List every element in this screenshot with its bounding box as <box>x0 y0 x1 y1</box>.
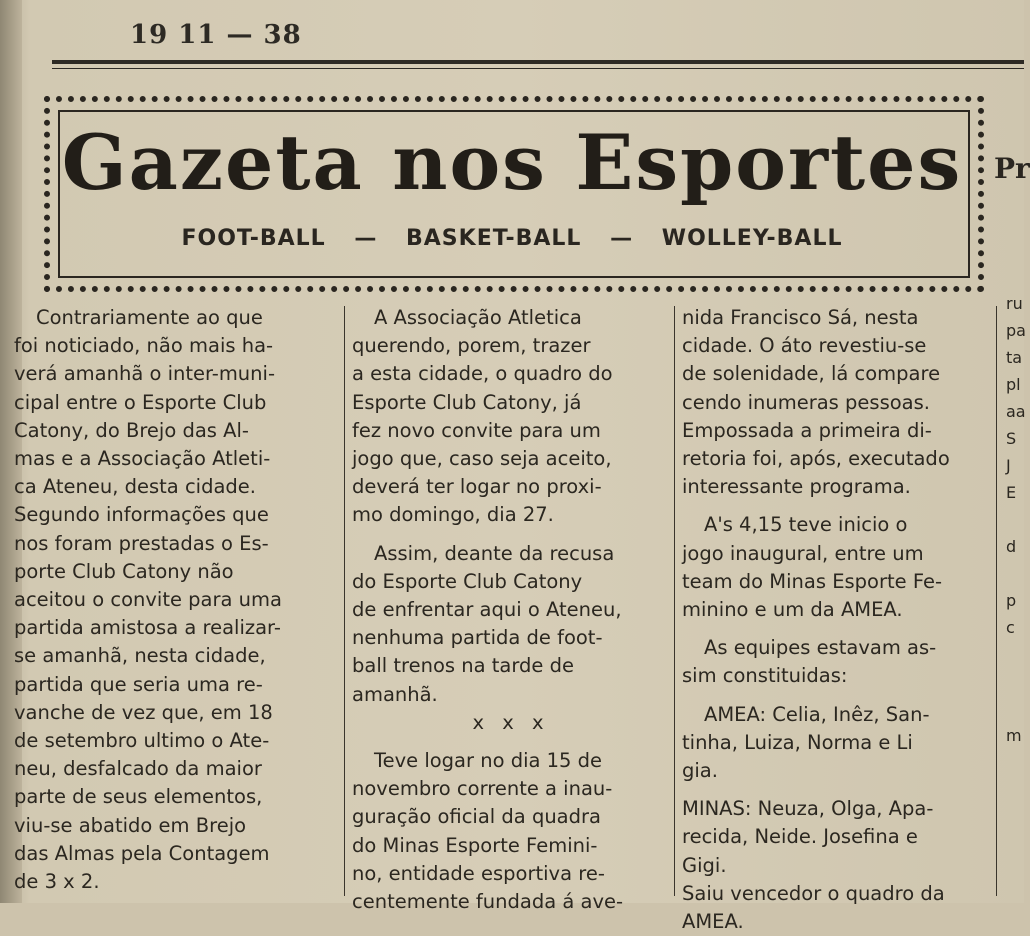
text-line: Catony, do Brejo das Al- <box>14 418 249 442</box>
paragraph-gap <box>682 624 998 634</box>
text-line: deverá ter logar no proxi- <box>352 475 602 499</box>
text-line: foi noticiado, não mais ha- <box>14 334 274 358</box>
text-line: nida Francisco Sá, nesta <box>682 306 919 329</box>
fragment-letter <box>1006 668 1026 695</box>
text-line: novembro corrente a inau- <box>352 777 613 801</box>
text-line: partida amistosa a realizar- <box>14 616 281 640</box>
text-line: mo domingo, dia 27. <box>352 503 554 527</box>
paragraph-gap <box>352 530 670 540</box>
adjacent-article-fragment: Pr <box>994 152 1030 185</box>
text-line: jogo inaugural, entre um <box>682 541 924 565</box>
fragment-letter: aa <box>1006 402 1026 421</box>
article-column-1 <box>14 304 336 896</box>
text-line: A Associação Atletica <box>374 306 582 329</box>
text-line: parte de seus elementos, <box>14 785 263 809</box>
sport-basketball: BASKET-BALL <box>406 226 582 251</box>
text-line: jogo que, caso seja aceito, <box>352 447 612 471</box>
section-separator: x x x <box>472 710 550 734</box>
text-line: cidade. O áto revestiu-se <box>682 334 927 358</box>
text-line: Gigi. <box>682 853 727 877</box>
text-line: Contrariamente ao que <box>36 306 263 329</box>
column-rule <box>344 306 345 896</box>
fragment-letter: pl <box>1006 375 1021 394</box>
text-line: AMEA: Celia, Inêz, San- <box>704 702 930 726</box>
fragment-letter: J <box>1006 456 1011 475</box>
header-rule-thin <box>52 68 1024 69</box>
sport-football: FOOT-BALL <box>181 226 326 251</box>
text-line: verá amanhã o inter-muni- <box>14 362 275 386</box>
fragment-letter: ru <box>1006 294 1023 313</box>
text-line: aceitou o convite para uma <box>14 588 282 612</box>
text-line: viu-se abatido em Brejo <box>14 813 247 837</box>
text-line: neu, desfalcado da maior <box>14 757 262 781</box>
text-line: do Minas Esporte Femini- <box>352 833 598 857</box>
text-line: centemente fundada á ave- <box>352 890 624 914</box>
text-line: se amanhã, nesta cidade, <box>14 644 266 668</box>
text-line: cendo inumeras pessoas. <box>682 390 930 414</box>
paragraph-gap <box>682 501 998 511</box>
fragment-letter <box>1006 695 1026 722</box>
text-line: no, entidade esportiva re- <box>352 861 605 885</box>
text-line: das Almas pela Contagem <box>14 841 270 865</box>
fragment-letter: m <box>1006 726 1022 745</box>
text-line: minino e um da AMEA. <box>682 598 903 622</box>
text-line: porte Club Catony não <box>14 559 234 583</box>
text-line: guração oficial da quadra <box>352 805 601 829</box>
text-line: Segundo informações que <box>14 503 269 527</box>
column-rule <box>674 306 675 896</box>
adjacent-column-fragment <box>1006 290 1026 749</box>
text-line: ball trenos na tarde de <box>352 654 574 678</box>
text-line: A's 4,15 teve inicio o <box>704 513 908 537</box>
text-line: Esporte Club Catony, já <box>352 390 582 414</box>
article-column-3 <box>682 304 998 936</box>
text-line: do Esporte Club Catony <box>352 569 583 593</box>
fragment-letter: pa <box>1006 321 1026 340</box>
fragment-letter <box>1006 560 1026 587</box>
text-line: a esta cidade, o quadro do <box>352 362 613 386</box>
text-line: sim constituidas: <box>682 664 848 688</box>
sports-subtitle <box>0 226 1024 251</box>
fragment-letter: d <box>1006 537 1017 556</box>
text-line: MINAS: Neuza, Olga, Apa- <box>682 797 934 821</box>
text-line: amanhã. <box>352 682 438 706</box>
text-line: As equipes estavam as- <box>704 636 937 660</box>
fragment-letter: p <box>1006 591 1017 610</box>
text-line: mas e a Associação Atleti- <box>14 447 271 471</box>
text-line: tinha, Luiza, Norma e Li <box>682 730 913 754</box>
text-line: gia. <box>682 759 718 783</box>
fragment-letter: E <box>1006 483 1017 502</box>
fragment-letter <box>1006 506 1026 533</box>
text-line: partida que seria uma re- <box>14 672 263 696</box>
text-line: Empossada a primeira di- <box>682 418 932 442</box>
paragraph-gap <box>352 737 670 747</box>
text-line: querendo, porem, trazer <box>352 334 591 358</box>
paragraph-gap <box>682 785 998 795</box>
text-line: de 3 x 2. <box>14 870 100 894</box>
text-line: Teve logar no dia 15 de <box>374 749 603 773</box>
date-line: 19 11 — 38 <box>130 20 302 50</box>
text-line: de solenidade, lá compare <box>682 362 941 386</box>
sport-volleyball: WOLLEY-BALL <box>661 226 843 251</box>
text-line: de setembro ultimo o Ate- <box>14 729 270 753</box>
text-line: nenhuma partida de foot- <box>352 626 603 650</box>
text-line: vanche de vez que, em 18 <box>14 700 273 724</box>
text-line: fez novo convite para um <box>352 418 601 442</box>
sport-separator: — <box>610 226 634 251</box>
paragraph-gap <box>682 691 998 701</box>
fragment-letter: c <box>1006 618 1015 637</box>
text-line: de enfrentar aqui o Ateneu, <box>352 598 622 622</box>
header-rule <box>52 60 1024 64</box>
text-line: team do Minas Esporte Fe- <box>682 569 943 593</box>
text-line: retoria foi, após, executado <box>682 447 950 471</box>
text-line: Saiu vencedor o quadro da <box>682 881 945 905</box>
text-line: recida, Neide. Josefina e <box>682 825 918 849</box>
text-line: AMEA. <box>682 910 744 934</box>
fragment-letter: ta <box>1006 348 1023 367</box>
sport-separator: — <box>354 226 378 251</box>
text-line: Assim, deante da recusa <box>374 541 615 565</box>
text-line: interessante programa. <box>682 475 911 499</box>
masthead-title: Gazeta nos Esportes <box>61 118 963 207</box>
fragment-letter: S <box>1006 429 1017 448</box>
text-line: ca Ateneu, desta cidade. <box>14 475 256 499</box>
text-line: cipal entre o Esporte Club <box>14 390 267 414</box>
fragment-letter <box>1006 641 1026 668</box>
text-line: nos foram prestadas o Es- <box>14 531 269 555</box>
article-column-2 <box>352 304 670 916</box>
